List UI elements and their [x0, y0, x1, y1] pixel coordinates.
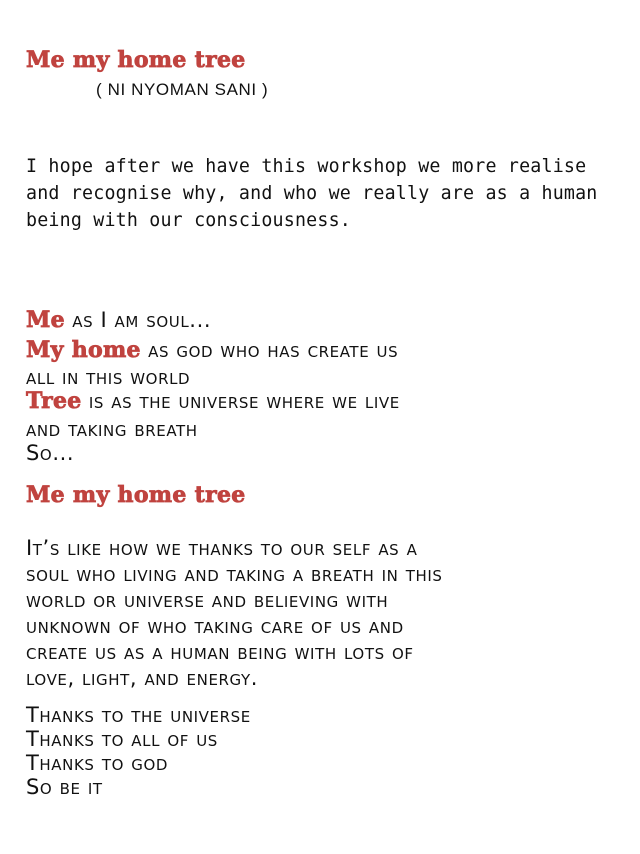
thanks-line: Thanks to god [26, 751, 169, 775]
intro-line: I hope after we have this workshop we more realise [26, 156, 587, 177]
so-line: So... [26, 441, 75, 465]
document-title: Me my home tree [26, 47, 246, 73]
paragraph-line: unknown of who taking care of us and [26, 614, 404, 638]
definition-me-text: as I am soul... [64, 308, 212, 332]
paragraph-line: create us as a human being with lots of [26, 640, 414, 664]
definition-home-continued: all in this world [26, 365, 191, 389]
thanks-line: Thanks to all of us [26, 727, 218, 751]
body-paragraph [26, 535, 443, 691]
thanks-list [26, 703, 251, 799]
paragraph-line: love, light, and energy. [26, 666, 259, 690]
paragraph-line: soul who living and taking a breath in this [26, 562, 443, 586]
thanks-line: So be it [26, 775, 103, 799]
intro-line: being with our consciousness. [26, 210, 351, 231]
thanks-line: Thanks to the universe [26, 703, 251, 727]
author-name: ( NI NYOMAN SANI ) [96, 80, 269, 99]
intro-line: and recognise why, and who we really are as a human [26, 183, 598, 204]
definition-tree [26, 389, 400, 414]
term-my-home: My home [26, 337, 141, 363]
definition-tree-continued: and taking breath [26, 417, 198, 441]
section-subtitle: Me my home tree [26, 482, 246, 508]
paragraph-line: It’s like how we thanks to our self as a [26, 536, 418, 560]
intro-paragraph [26, 153, 598, 234]
paragraph-line: world or universe and believing with [26, 588, 389, 612]
definition-home-text: as god who has create us [140, 338, 399, 362]
definition-home [26, 338, 398, 363]
definition-me [26, 308, 211, 333]
definition-tree-text: is as the universe where we live [81, 389, 400, 413]
term-tree: Tree [26, 388, 82, 414]
term-me: Me [26, 307, 65, 333]
